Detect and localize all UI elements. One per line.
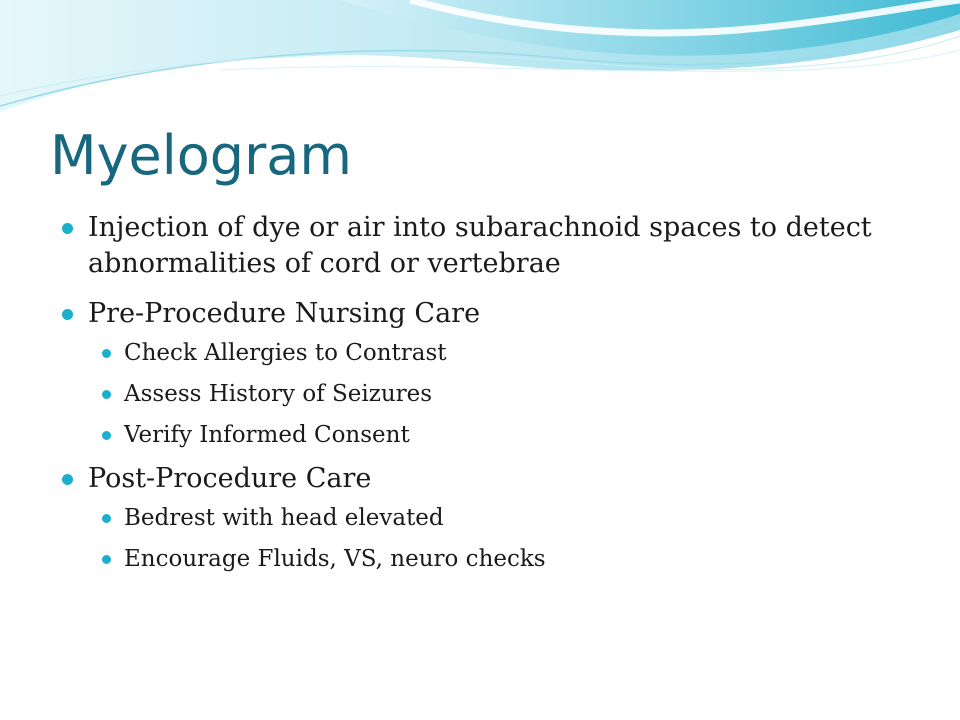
sub-bullet-item	[88, 338, 922, 368]
bullet-item	[62, 210, 922, 282]
bullet-list	[62, 210, 922, 585]
sub-bullet-list	[88, 503, 922, 574]
bullet-item	[62, 461, 922, 574]
sub-bullet-text: Bedrest with head elevated	[124, 505, 444, 531]
bullet-text: Post-Procedure Care	[88, 463, 372, 494]
bullet-dot-icon	[62, 474, 73, 485]
sub-bullet-dot-icon	[102, 555, 111, 564]
sub-bullet-item	[88, 420, 922, 450]
sub-bullet-list	[88, 338, 922, 450]
sub-bullet-dot-icon	[102, 349, 111, 358]
slide-title: Myelogram	[50, 124, 352, 187]
sub-bullet-item	[88, 503, 922, 533]
bullet-dot-icon	[62, 309, 73, 320]
bullet-text: Injection of dye or air into subarachnoid spaces to detect abnormalities of cord or vertebrae	[88, 212, 872, 279]
sub-bullet-text: Verify Informed Consent	[124, 422, 410, 448]
sub-bullet-item	[88, 544, 922, 574]
sub-bullet-dot-icon	[102, 431, 111, 440]
sub-bullet-item	[88, 379, 922, 409]
bullet-item	[62, 296, 922, 450]
header-wave-decoration	[0, 0, 960, 120]
bullet-text: Pre-Procedure Nursing Care	[88, 298, 481, 329]
sub-bullet-text: Assess History of Seizures	[124, 381, 433, 407]
sub-bullet-text: Check Allergies to Contrast	[124, 340, 447, 366]
sub-bullet-dot-icon	[102, 514, 111, 523]
sub-bullet-text: Encourage Fluids, VS, neuro checks	[124, 546, 546, 572]
sub-bullet-dot-icon	[102, 390, 111, 399]
bullet-dot-icon	[62, 223, 73, 234]
